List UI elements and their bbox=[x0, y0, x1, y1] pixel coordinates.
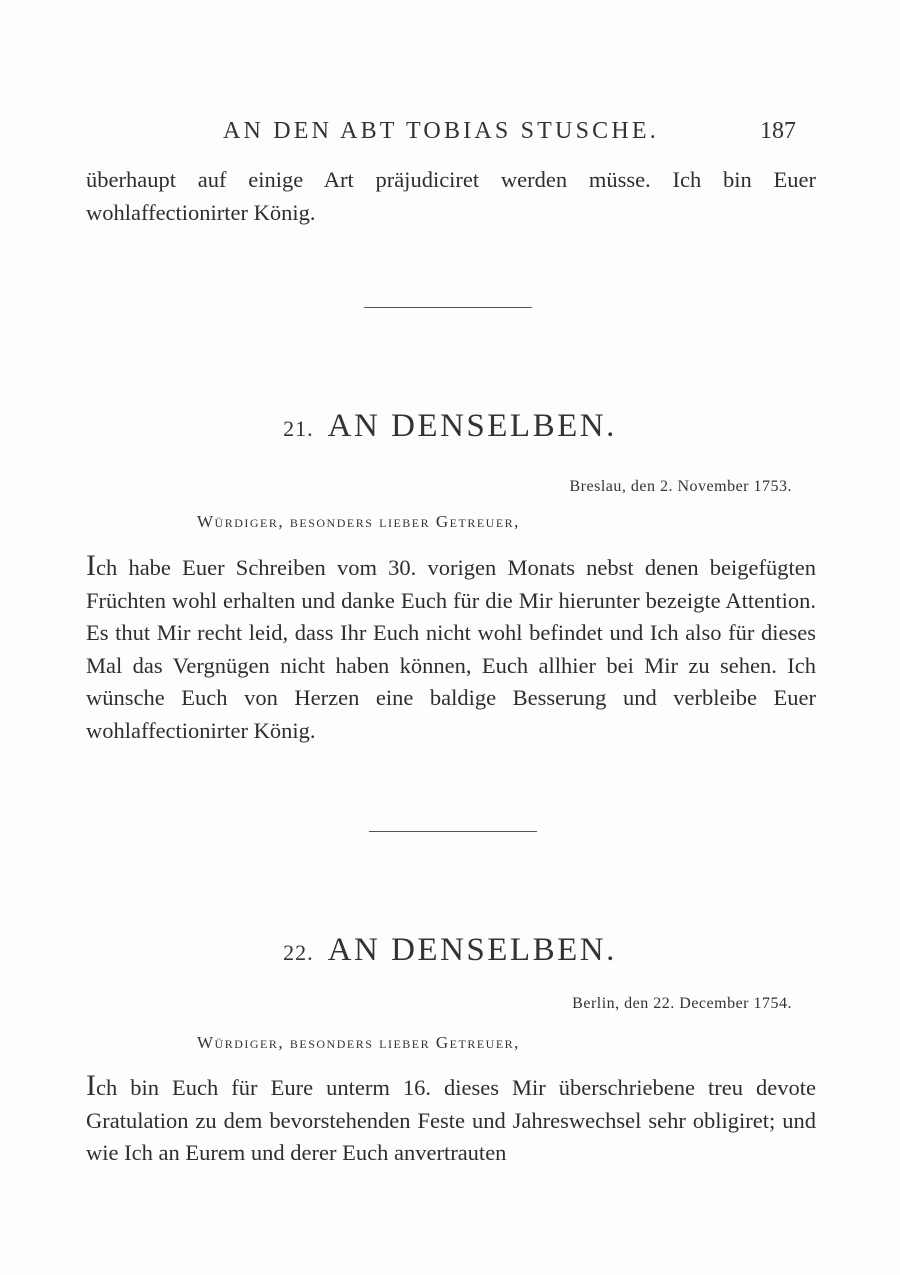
running-head bbox=[0, 118, 900, 150]
letter-number: 22. bbox=[283, 940, 314, 965]
letter-heading bbox=[0, 932, 900, 969]
initial-letter: I bbox=[86, 1069, 96, 1102]
salutation: Würdiger, besonders lieber Getreuer, bbox=[197, 1033, 520, 1052]
section-divider bbox=[364, 307, 532, 308]
dateline: Breslau, den 2. November 1753. bbox=[569, 478, 792, 495]
letter-number: 21. bbox=[283, 416, 314, 441]
salutation: Würdiger, besonders lieber Getreuer, bbox=[197, 512, 520, 531]
letter-body-text: ch bin Euch für Eure unterm 16. dieses Mir überschriebene treu devote Gratulation zu dem bevorstehenden Feste und Jahreswechsel sehr obligiret; und wie Ich an Eurem und derer Euch anvertrauten bbox=[86, 1075, 816, 1165]
letter-body bbox=[86, 1069, 816, 1170]
continuation-paragraph: überhaupt auf einige Art präjudiciret werden müsse. Ich bin Euer wohlaffectionirter König. bbox=[86, 167, 816, 225]
letter-title: AN DENSELBEN. bbox=[327, 408, 617, 444]
letter-heading bbox=[0, 408, 900, 445]
initial-letter: I bbox=[86, 549, 96, 582]
section-divider bbox=[369, 831, 537, 832]
running-title: AN DEN ABT TOBIAS STUSCHE. bbox=[223, 118, 659, 144]
dateline: Berlin, den 22. December 1754. bbox=[572, 995, 792, 1012]
letter-title: AN DENSELBEN. bbox=[327, 932, 617, 968]
letter-body-text: ch habe Euer Schreiben vom 30. vorigen Monats nebst denen beigefügten Früchten wohl erhalten und danke Euch für die Mir hierunter bezeigte Attention. Es thut Mir recht leid, dass Ihr Euch nicht wohl befindet und Ich also für dieses Mal das Vergnügen nicht haben können, Euch allhier bei Mir zu sehen. Ich wünsche Euch von Herzen eine baldige Besserung und verbleibe Euer wohlaffectionirter König. bbox=[86, 555, 816, 743]
letter-body bbox=[86, 549, 816, 747]
page-number: 187 bbox=[760, 118, 796, 144]
